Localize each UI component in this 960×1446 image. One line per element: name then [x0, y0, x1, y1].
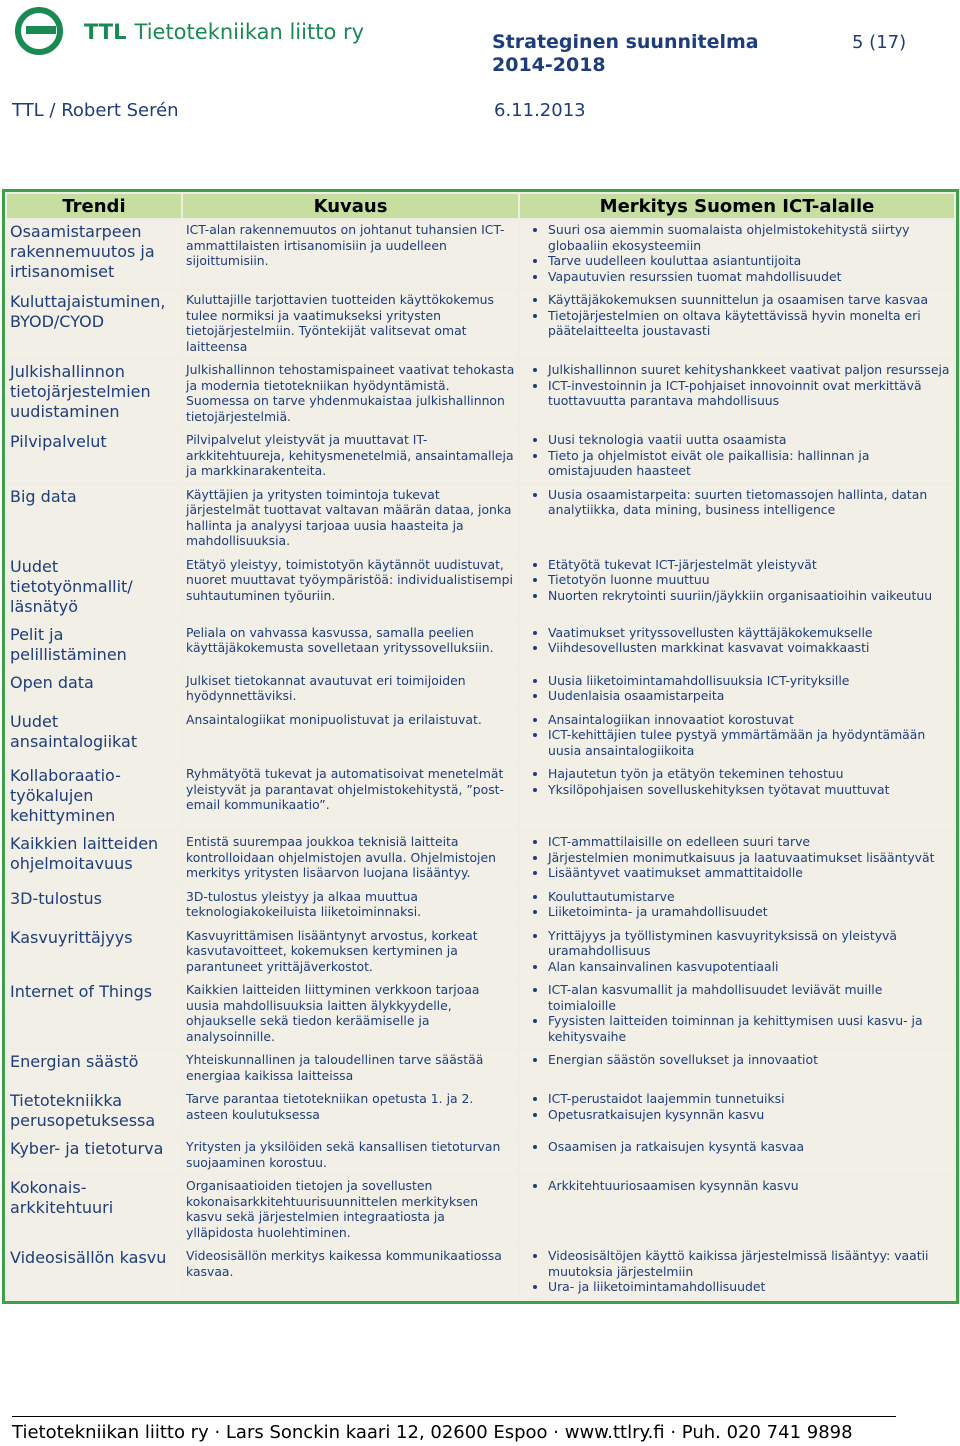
significance-item: • Julkishallinnon suuret kehityshankkeet vaativat paljon resursseja — [548, 362, 951, 378]
document-title — [492, 31, 759, 77]
significance-list — [534, 557, 951, 604]
table-row — [7, 430, 954, 483]
significance-cell — [520, 430, 954, 483]
significance-cell — [520, 220, 954, 288]
footer-text: Tietotekniikan liitto ry · Lars Sonckin kaari 12, 02600 Espoo · www.ttlry.fi · Puh. 020 741 9898 — [12, 1422, 853, 1443]
significance-item: • Suuri osa aiemmin suomalaista ohjelmistokehitystä siirtyy globaaliin ekosysteemiin — [548, 222, 951, 253]
table-row — [7, 926, 954, 979]
significance-item: • Uusi teknologia vaatii uutta osaamista — [548, 432, 951, 448]
table-body — [7, 220, 954, 1299]
table-row — [7, 555, 954, 621]
trend-cell: Pilvipalvelut — [7, 430, 181, 483]
document-date: 6.11.2013 — [494, 100, 586, 121]
significance-cell — [520, 832, 954, 885]
significance-list — [534, 928, 951, 975]
significance-cell — [520, 980, 954, 1048]
description-cell: Pilvipalvelut yleistyvät ja muuttavat IT-arkkitehtuureja, kehitysmenetelmiä, ansaintamalleja ja markkinarakenteita. — [183, 430, 518, 483]
significance-item: • Tarve uudelleen kouluttaa asiantuntijoita — [548, 253, 951, 269]
significance-cell — [520, 1089, 954, 1135]
significance-item: • Alan kansainvalinen kasvupotentiaali — [548, 959, 951, 975]
significance-cell — [520, 671, 954, 708]
significance-item: • Tietojärjestelmien on oltava käytettävissä hyvin monelta eri päätelaitteelta joustavasti — [548, 308, 951, 339]
significance-item: • Viihdesovellusten markkinat kasvavat voimakkaasti — [548, 640, 951, 656]
ttl-logo-icon — [14, 6, 70, 56]
trend-cell: Julkishallinnon tietojärjestelmien uudistaminen — [7, 360, 181, 428]
trend-cell: Kyber- ja tietoturva — [7, 1137, 181, 1174]
title-line2: 2014-2018 — [492, 54, 606, 76]
table-row — [7, 1176, 954, 1244]
trend-cell: Energian säästö — [7, 1050, 181, 1087]
significance-item: • Ura- ja liiketoimintamahdollisuudet — [548, 1279, 951, 1295]
significance-list — [534, 673, 951, 704]
significance-list — [534, 432, 951, 479]
ttl-logo — [14, 6, 365, 56]
table-row — [7, 1089, 954, 1135]
significance-item: • ICT-alan kasvumallit ja mahdollisuudet leviävät muille toimialoille — [548, 982, 951, 1013]
description-cell: Kaikkien laitteiden liittyminen verkkoon tarjoaa uusia mahdollisuuksia laitten älykkyydelle, ohjaukselle sekä tiedon keräämiselle ja analysoinnille. — [183, 980, 518, 1048]
significance-list — [534, 1091, 951, 1122]
description-cell: Tarve parantaa tietotekniikan opetusta 1. ja 2. asteen koulutuksessa — [183, 1089, 518, 1135]
significance-cell — [520, 1176, 954, 1244]
table-row — [7, 1246, 954, 1299]
trend-cell: Osaamistarpeen rakennemuutos ja irtisanomiset — [7, 220, 181, 288]
logo-text: TTL Tietotekniikan liitto ry — [84, 20, 365, 44]
significance-cell — [520, 623, 954, 669]
header-kuvaus: Kuvaus — [183, 194, 518, 218]
title-line1: Strateginen suunnitelma — [492, 31, 759, 53]
significance-item: • Videosisältöjen käyttö kaikissa järjestelmissä lisääntyy: vaatii muutoksia järjestelmiin — [548, 1248, 951, 1279]
description-cell: Kuluttajille tarjottavien tuotteiden käyttökokemus tulee normiksi ja vaatimukseksi yritysten tietojärjestelmiin. Työntekijät valitsevat omat laitteensa — [183, 290, 518, 358]
description-cell: 3D-tulostus yleistyy ja alkaa muuttua teknologiakokeiluista liiketoiminnaksi. — [183, 887, 518, 924]
table-row — [7, 764, 954, 830]
page-number: 5 (17) — [852, 32, 907, 53]
trend-cell: Kokonais-arkkitehtuuri — [7, 1176, 181, 1244]
table-row — [7, 887, 954, 924]
significance-cell — [520, 710, 954, 763]
description-cell: Videosisällön merkitys kaikessa kommunikaatiossa kasvaa. — [183, 1246, 518, 1299]
significance-item: • Yrittäjyys ja työllistyminen kasvuyrityksissä on yleistyvä uramahdollisuus — [548, 928, 951, 959]
significance-item: • Järjestelmien monimutkaisuus ja laatuvaatimukset lisääntyvät — [548, 850, 951, 866]
table-row — [7, 220, 954, 288]
significance-item: • Nuorten rekrytointi suuriin/jäykkiin organisaatioihin vaikeutuu — [548, 588, 951, 604]
table-row — [7, 980, 954, 1048]
significance-item: • ICT-investoinnin ja ICT-pohjaiset innovoinnit ovat merkittävä tuottavuutta parantava mahdollisuus — [548, 378, 951, 409]
table-row — [7, 832, 954, 885]
significance-list — [534, 487, 951, 518]
significance-item: • Ansaintalogiikan innovaatiot korostuvat — [548, 712, 951, 728]
trend-cell: Kasvuyrittäjyys — [7, 926, 181, 979]
description-cell: Etätyö yleistyy, toimistotyön käytännöt uudistuvat, nuoret muuttavat työympäristöä: individualistisempi suhtautuminen työuriin. — [183, 555, 518, 621]
trend-cell: Pelit ja pelillistäminen — [7, 623, 181, 669]
significance-item: • Fyysisten laitteiden toiminnan ja kehittymisen uusi kasvu- ja kehitysvaihe — [548, 1013, 951, 1044]
table-row — [7, 710, 954, 763]
trend-cell: 3D-tulostus — [7, 887, 181, 924]
header-trendi: Trendi — [7, 194, 181, 218]
description-cell: Organisaatioiden tietojen ja sovellusten kokonaisarkkitehtuurisuunnittelen merkityksen kasvu sekä järjestelmien integraatiosta ja ylläpidosta huolehtiminen. — [183, 1176, 518, 1244]
significance-item: • Lisääntyvet vaatimukset ammattitaidolle — [548, 865, 951, 881]
significance-item: • Liiketoiminta- ja uramahdollisuudet — [548, 904, 951, 920]
description-cell: Ryhmätyötä tukevat ja automatisoivat menetelmät yleistyvät ja parantavat ohjelmistokehitystä, ”post-email kommunikaatio”. — [183, 764, 518, 830]
significance-item: • ICT-ammattilaisille on edelleen suuri tarve — [548, 834, 951, 850]
description-cell: Julkiset tietokannat avautuvat eri toimijoiden hyödynnettäviksi. — [183, 671, 518, 708]
significance-list — [534, 1178, 951, 1194]
significance-cell — [520, 485, 954, 553]
significance-list — [534, 834, 951, 881]
significance-cell — [520, 555, 954, 621]
table-row — [7, 1137, 954, 1174]
significance-cell — [520, 360, 954, 428]
significance-item: • Osaamisen ja ratkaisujen kysyntä kasvaa — [548, 1139, 951, 1155]
table-row — [7, 360, 954, 428]
significance-item: • Vapautuvien resurssien tuomat mahdollisuudet — [548, 269, 951, 285]
description-cell: Peliala on vahvassa kasvussa, samalla peelien käyttäjäkokemusta sovelletaan yrityssovelluksiin. — [183, 623, 518, 669]
significance-item: • Opetusratkaisujen kysynnän kasvu — [548, 1107, 951, 1123]
significance-item: • Käyttäjäkokemuksen suunnittelun ja osaamisen tarve kasvaa — [548, 292, 951, 308]
table-row — [7, 623, 954, 669]
description-cell: Entistä suurempaa joukkoa teknisiä laitteita kontrolloidaan ohjelmistojen avulla. Ohjelmistojen merkitys yritysten lisäarvon luojana lisääntyy. — [183, 832, 518, 885]
significance-cell — [520, 926, 954, 979]
significance-list — [534, 362, 951, 409]
table-header-row — [7, 194, 954, 218]
significance-item: • Kouluttautumistarve — [548, 889, 951, 905]
significance-list — [534, 766, 951, 797]
significance-cell — [520, 1137, 954, 1174]
trend-cell: Big data — [7, 485, 181, 553]
significance-item: • Energian säästön sovellukset ja innovaatiot — [548, 1052, 951, 1068]
header-merkitys: Merkitys Suomen ICT-alalle — [520, 194, 954, 218]
significance-item: • ICT-perustaidot laajemmin tunnetuiksi — [548, 1091, 951, 1107]
author: TTL / Robert Serén — [12, 100, 179, 121]
description-cell: ICT-alan rakennemuutos on johtanut tuhansien ICT-ammattilaisten irtisanomisiin ja uudelleen sijoittumisiin. — [183, 220, 518, 288]
significance-cell — [520, 290, 954, 358]
trend-cell: Videosisällön kasvu — [7, 1246, 181, 1299]
significance-cell — [520, 764, 954, 830]
table-row — [7, 485, 954, 553]
description-cell: Kasvuyrittämisen lisääntynyt arvostus, korkeat kasvutavoitteet, kokemuksen kertyminen ja parantuneet yrittäjäverkostot. — [183, 926, 518, 979]
significance-item: • Etätyötä tukevat ICT-järjestelmät yleistyvät — [548, 557, 951, 573]
significance-item: • Uudenlaisia osaamistarpeita — [548, 688, 951, 704]
significance-list — [534, 712, 951, 759]
trend-cell: Tietotekniikka perusopetuksessa — [7, 1089, 181, 1135]
description-cell: Käyttäjien ja yritysten toimintoja tukevat järjestelmät tuottavat valtavan määrän dataa, jonka hallinta ja analyysi tarjoaa uusia haasteita ja mahdollisuuksia. — [183, 485, 518, 553]
significance-list — [534, 292, 951, 339]
trend-cell: Open data — [7, 671, 181, 708]
description-cell: Yhteiskunnallinen ja taloudellinen tarve säästää energiaa kaikissa laitteissa — [183, 1050, 518, 1087]
description-cell: Ansaintalogiikat monipuolistuvat ja erilaistuvat. — [183, 710, 518, 763]
significance-item: • Hajautetun työn ja etätyön tekeminen tehostuu — [548, 766, 951, 782]
trend-cell: Internet of Things — [7, 980, 181, 1048]
trends-table — [2, 189, 959, 1304]
significance-item: • Tieto ja ohjelmistot eivät ole paikallisia: hallinnan ja omistajuuden haasteet — [548, 448, 951, 479]
significance-list — [534, 1248, 951, 1295]
footer-divider — [12, 1416, 896, 1417]
significance-item: • ICT-kehittäjien tulee pystyä ymmärtämään ja hyödyntämään uusia ansaintalogiikoita — [548, 727, 951, 758]
table-row — [7, 671, 954, 708]
significance-list — [534, 982, 951, 1044]
significance-item: • Yksilöpohjaisen sovelluskehityksen työtavat muuttuvat — [548, 782, 951, 798]
significance-cell — [520, 1050, 954, 1087]
trend-cell: Uudet ansaintalogiikat — [7, 710, 181, 763]
description-cell: Yritysten ja yksilöiden sekä kansallisen tietoturvan suojaaminen korostuu. — [183, 1137, 518, 1174]
significance-item: • Uusia liiketoimintamahdollisuuksia ICT-yrityksille — [548, 673, 951, 689]
trend-cell: Kaikkien laitteiden ohjelmoitavuus — [7, 832, 181, 885]
significance-list — [534, 1139, 951, 1155]
trend-cell: Kollaboraatio-työkalujen kehittyminen — [7, 764, 181, 830]
table-row — [7, 290, 954, 358]
description-cell: Julkishallinnon tehostamispaineet vaativat tehokasta ja modernia tietotekniikan hyödyntämistä. Suomessa on tarve yhdenmukaistaa julkishallinnon tietojärjestelmiä. — [183, 360, 518, 428]
trend-cell: Kuluttajaistuminen, BYOD/CYOD — [7, 290, 181, 358]
significance-item: • Uusia osaamistarpeita: suurten tietomassojen hallinta, datan analytiikka, data mining, business intelligence — [548, 487, 951, 518]
significance-cell — [520, 1246, 954, 1299]
significance-cell — [520, 887, 954, 924]
significance-list — [534, 222, 951, 284]
significance-item: • Arkkitehtuuriosaamisen kysynnän kasvu — [548, 1178, 951, 1194]
significance-list — [534, 889, 951, 920]
significance-item: • Vaatimukset yrityssovellusten käyttäjäkokemukselle — [548, 625, 951, 641]
significance-item: • Tietotyön luonne muuttuu — [548, 572, 951, 588]
significance-list — [534, 1052, 951, 1068]
significance-list — [534, 625, 951, 656]
trend-cell: Uudet tietotyönmallit/ läsnätyö — [7, 555, 181, 621]
table-row — [7, 1050, 954, 1087]
